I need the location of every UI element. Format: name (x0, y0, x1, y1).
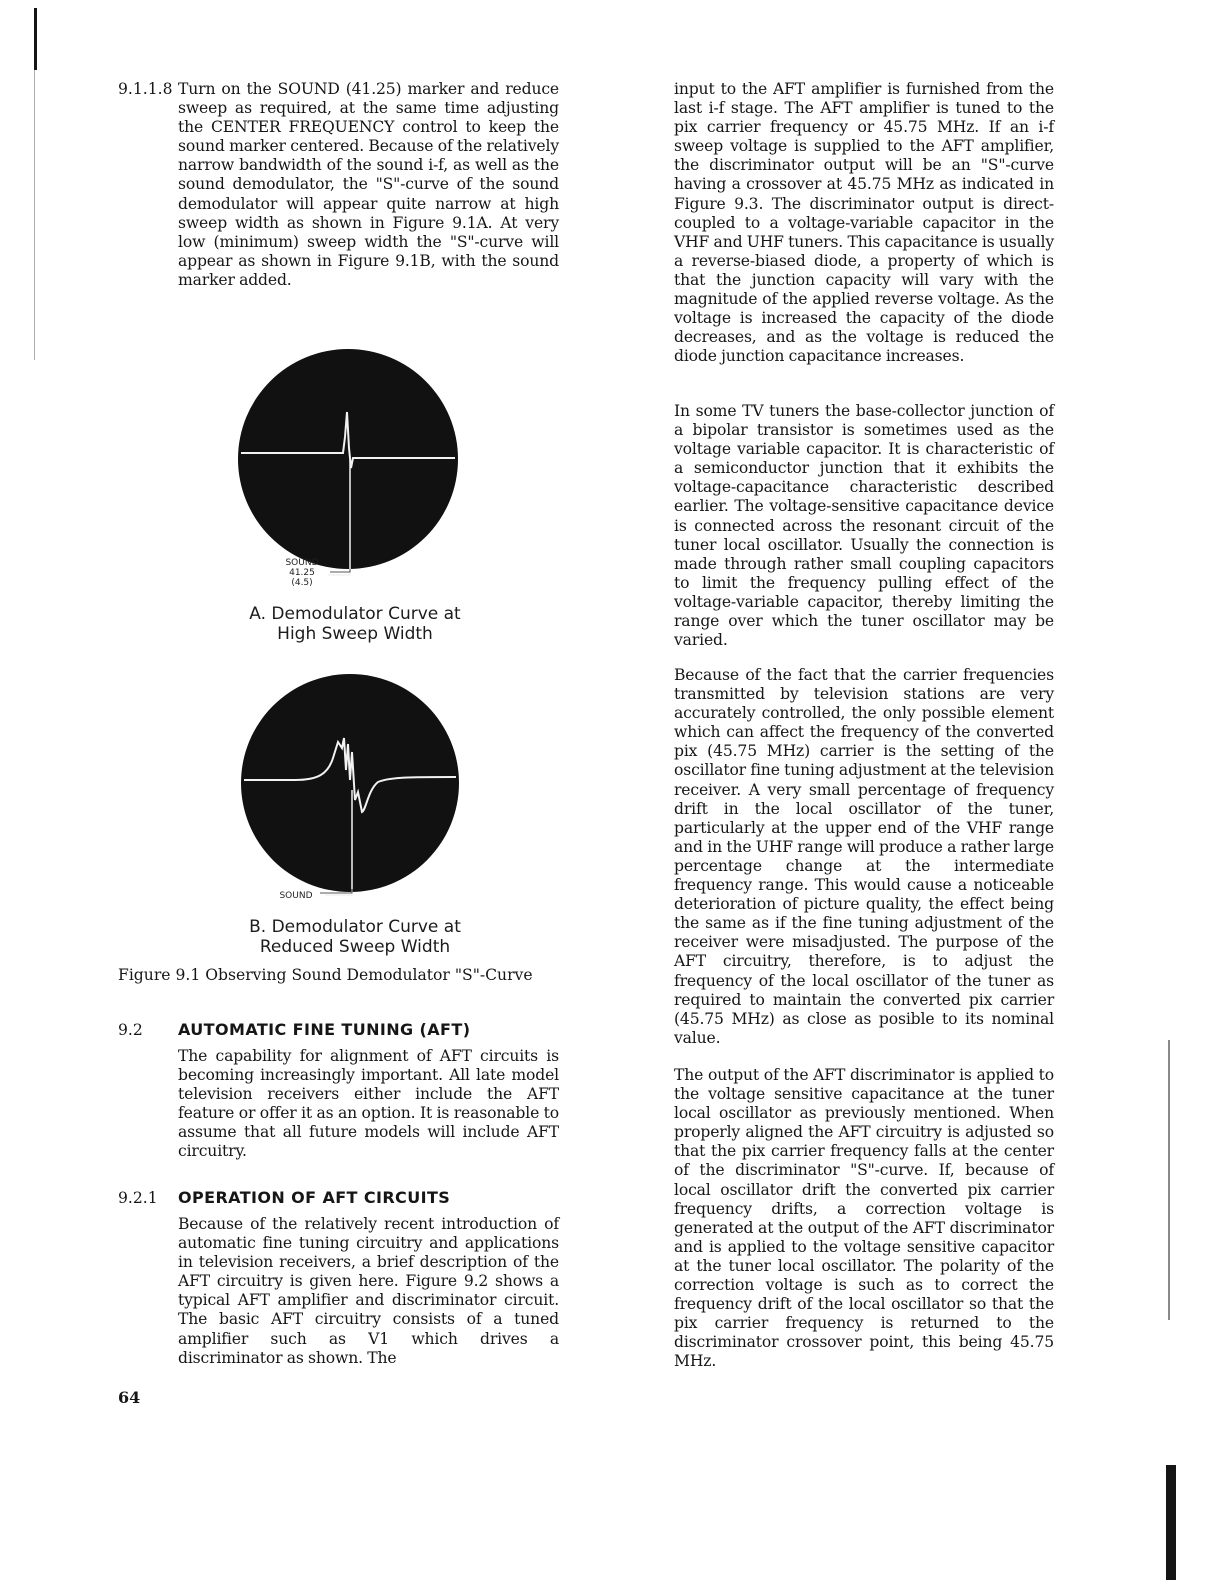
scope-label-a-line1: SOUND (285, 558, 319, 568)
section-9-2-number: 9.2 (118, 1021, 143, 1039)
figure-a-caption-line2: High Sweep Width (277, 624, 433, 644)
section-9-2-1-number: 9.2.1 (118, 1189, 158, 1207)
figure-9-1-caption: Figure 9.1 Observing Sound Demodulator "S"-Curve (118, 966, 533, 984)
scope-label-b: SOUND (279, 891, 313, 901)
right-paragraph-1: input to the AFT amplifier is furnished from the last i-f stage. The AFT amplifier is tuned to the pix carrier frequency or 45.75 MHz. If an i-f sweep voltage is supplied to the AFT amplifier, the discriminator output will be an "S"-curve having a crossover at 45.75 MHz as indicated in Figure 9.3. The discriminator output is direct-coupled to a voltage-variable capacitor in the VHF and UHF tuners. This capacitance is usually a reverse-biased diode, a property of which is that the junction capacity will vary with the magnitude of the applied reverse voltage. As the voltage is increased the capacity of the diode decreases, and as the voltage is reduced the diode junction capacitance increases. (674, 80, 1054, 366)
step-number: 9.1.1.8 (118, 80, 173, 98)
scope-screen-b (241, 674, 459, 892)
figure-b-caption-line1: B. Demodulator Curve at (249, 917, 461, 937)
page-number: 64 (118, 1388, 141, 1407)
scope-label-a-line3: (4.5) (291, 578, 313, 588)
section-9-2-text: The capability for alignment of AFT circuits is becoming increasingly important. All late model television receivers either include the AFT feature or offer it as an option. It is reasonable to assume that all future models will include AFT circuitry. (178, 1047, 559, 1161)
section-9-2-heading: AUTOMATIC FINE TUNING (AFT) (178, 1020, 471, 1039)
figure-a-caption-line1: A. Demodulator Curve at (249, 604, 461, 624)
right-paragraph-4: The output of the AFT discriminator is applied to the voltage sensitive capacitance at the tuner local oscillator as previously mentioned. When properly aligned the AFT circuitry is adjusted so that the pix carrier frequency falls at the center of the discriminator "S"-curve. If, because of local oscillator drift the converted pix carrier frequency drifts, a correction voltage is generated at the output of the AFT discriminator and is applied to the voltage sensitive capacitor at the tuner local oscillator. The polarity of the correction voltage is such as to correct the frequency drift of the local oscillator so that the pix carrier frequency is returned to the discriminator crossover point, this being 45.75 MHz. (674, 1066, 1054, 1371)
section-9-2-1-heading: OPERATION OF AFT CIRCUITS (178, 1188, 451, 1207)
section-9-2-1-text: Because of the relatively recent introduction of automatic fine tuning circuitry and applications in television receivers, a brief description of the AFT circuitry is given here. Figure 9.2 shows a typical AFT amplifier and discriminator circuit. The basic AFT circuitry consists of a tuned amplifier such as V1 which drives a discriminator as shown. The (178, 1215, 559, 1367)
right-paragraph-2: In some TV tuners the base-collector junction of a bipolar transistor is sometimes used as the voltage variable capacitor. It is characteristic of a semiconductor junction that it exhibits the voltage-capacitance characteristic described earlier. The voltage-sensitive capacitance device is connected across the resonant circuit of the tuner local oscillator. Usually the connection is made through rather small coupling capacitors to limit the frequency pulling effect of the voltage-variable capacitor, thereby limiting the range over which the tuner oscillator may be varied. (674, 402, 1054, 650)
scope-label-a-line2: 41.25 (289, 568, 315, 578)
step-text: Turn on the SOUND (41.25) marker and reduce sweep as required, at the same time adjusting the CENTER FREQUENCY control to keep the sound marker centered. Because of the relatively narrow bandwidth of the sound i-f, as well as the sound demodulator, the "S"-curve of the sound demodulator will appear quite narrow at high sweep width as shown in Figure 9.1A. At very low (minimum) sweep width the "S"-curve will appear as shown in Figure 9.1B, with the sound marker added. (178, 80, 559, 289)
figure-b-caption-line2: Reduced Sweep Width (259, 937, 451, 957)
right-paragraph-3: Because of the fact that the carrier frequencies transmitted by television stations are very accurately controlled, the only possible element which can affect the frequency of the converted pix (45.75 MHz) carrier is the setting of the oscillator fine tuning adjustment at the television receiver. A very small percentage of frequency drift in the local oscillator of the tuner, particularly at the upper end of the VHF range and in the UHF range will produce a rather large percentage change at the intermediate frequency range. This would cause a noticeable deterioration of picture quality, the effect being the same as if the fine tuning adjustment of the receiver were misadjusted. The purpose of the AFT circuitry, therefore, is to adjust the frequency of the local oscillator of the tuner as required to maintain the converted pix carrier (45.75 MHz) as close as posible to its nominal value. (674, 666, 1054, 1047)
